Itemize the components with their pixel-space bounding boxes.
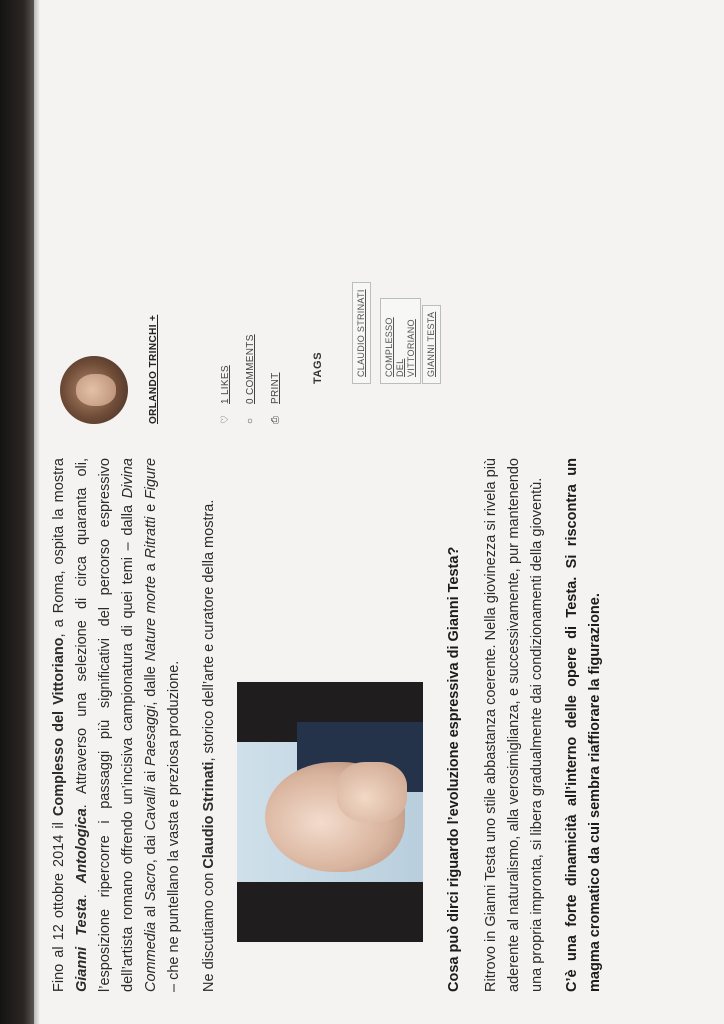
comment-icon: ○ (245, 417, 256, 424)
print-icon: ⎙ (270, 415, 281, 424)
intro-paragraph: Fino al 12 ottobre 2014 il Complesso del Vittoriano, a Roma, ospita la mostra Gianni Testa. Antologica. Attraverso una selezione di circa quaranta oli, l’esposizione ripercorre i passaggi più significativi del percorso espressivo dell’artista romano offrendo un’incisiva campionatura di quei temi – dalla Divina Commedia al Sacro, dai Cavalli ai Paesaggi, dalle Nature morte a Ritratti e Figure – che ne puntellano la vasta e preziosa produzione. (51, 457, 182, 992)
tag-gianni-testa[interactable]: GIANNI TESTA (422, 305, 441, 384)
portrait-photo (237, 682, 423, 942)
answer-1: Ritrovo in Gianni Testa uno stile abbastanza coerente. Nella giovinezza si rivela più aderente al naturalismo, alla verosimiglianza, e successivamente, pur mantenendo una propria impronta, si libera gradualmente dai condizionamenti della gioventù. (483, 458, 545, 992)
interviewee-name: Claudio Strinati (201, 761, 217, 869)
question-1: Cosa può dirci riguardo l’evoluzione espressiva di Gianni Testa? (446, 546, 462, 992)
comments-row[interactable]: ○ 0 COMMENTS (245, 334, 256, 424)
interview-intro: Ne discutiamo con Claudio Strinati, storico dell’arte e curatore della mostra. (201, 499, 217, 992)
sidebar (0, 44, 724, 424)
exhibition-artist: Gianni Testa (74, 898, 90, 992)
article-photo (237, 458, 423, 992)
heart-icon: ♡ (220, 414, 231, 424)
tag-complesso-del-vittoriano[interactable]: COMPLESSO DEL VITTORIANO (380, 298, 421, 384)
venue-name: Complesso del Vittoriano (51, 637, 67, 817)
author-avatar (60, 356, 128, 424)
print-row[interactable]: ⎙ PRINT (270, 372, 281, 424)
exhibition-title: Antologica (74, 808, 90, 884)
tags-title: TAGS (312, 351, 324, 384)
question-2: C’è una forte dinamicità all’interno delle opere di Testa. Si riscontra un magma cromatico da cui sembra riaffiorare la figurazione. (564, 458, 603, 992)
likes-row[interactable]: ♡ 1 LIKES (220, 365, 231, 424)
tag-claudio-strinati[interactable]: CLAUDIO STRINATI (352, 282, 371, 384)
article-body (48, 458, 619, 992)
author-link[interactable]: ORLANDO TRINCHI + (148, 314, 159, 424)
